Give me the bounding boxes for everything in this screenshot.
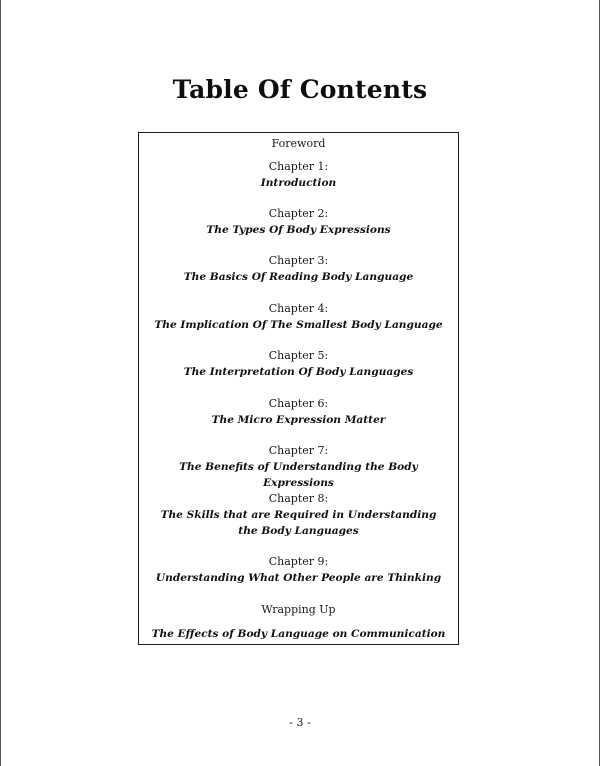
chapter-title: The Benefits of Understanding the Body Expressions bbox=[179, 461, 418, 489]
chapter-label: Chapter 2: bbox=[268, 207, 329, 220]
page-title: Table Of Contents bbox=[172, 75, 428, 104]
toc-entry-chapter-8[interactable] bbox=[139, 491, 458, 539]
toc-entry-chapter-5[interactable] bbox=[139, 348, 458, 380]
chapter-title: The Micro Expression Matter bbox=[211, 414, 386, 426]
page-number: - 3 - bbox=[289, 716, 311, 729]
chapter-label: Chapter 1: bbox=[268, 160, 329, 173]
chapter-title: The Interpretation Of Body Languages bbox=[183, 366, 414, 378]
chapter-label: Chapter 6: bbox=[268, 397, 329, 410]
table-of-contents-box bbox=[138, 132, 459, 645]
chapter-label: Chapter 8: bbox=[268, 492, 329, 505]
chapter-title: The Skills that are Required in Understanding the Body Languages bbox=[160, 509, 437, 537]
chapter-label: Chapter 5: bbox=[268, 349, 329, 362]
toc-entry-chapter-7[interactable] bbox=[139, 443, 458, 491]
chapter-title: The Basics Of Reading Body Language bbox=[183, 271, 414, 283]
chapter-title: The Implication Of The Smallest Body Language bbox=[154, 319, 443, 331]
toc-entry-chapter-6[interactable] bbox=[139, 396, 458, 428]
toc-entry-wrapping-up[interactable] bbox=[139, 602, 458, 642]
chapter-label: Chapter 7: bbox=[268, 444, 329, 457]
toc-entry-chapter-4[interactable] bbox=[139, 301, 458, 333]
chapter-label: Chapter 9: bbox=[268, 555, 329, 568]
wrapping-up-title: The Effects of Body Language on Communication bbox=[151, 628, 446, 640]
wrapping-up-label: Wrapping Up bbox=[261, 603, 336, 616]
toc-entry-chapter-9[interactable] bbox=[139, 554, 458, 586]
toc-entry-chapter-2[interactable] bbox=[139, 206, 458, 238]
chapter-title: Understanding What Other People are Thinking bbox=[155, 572, 442, 584]
toc-entry-chapter-3[interactable] bbox=[139, 253, 458, 285]
page-edge-left bbox=[0, 0, 1, 766]
chapter-label: Chapter 4: bbox=[268, 302, 329, 315]
chapter-label: Chapter 3: bbox=[268, 254, 329, 267]
chapter-title: The Types Of Body Expressions bbox=[206, 224, 391, 236]
toc-entry-foreword[interactable] bbox=[139, 136, 458, 152]
toc-entry-chapter-1[interactable] bbox=[139, 159, 458, 191]
chapter-title: Introduction bbox=[260, 177, 337, 189]
foreword-label: Foreword bbox=[271, 137, 326, 150]
